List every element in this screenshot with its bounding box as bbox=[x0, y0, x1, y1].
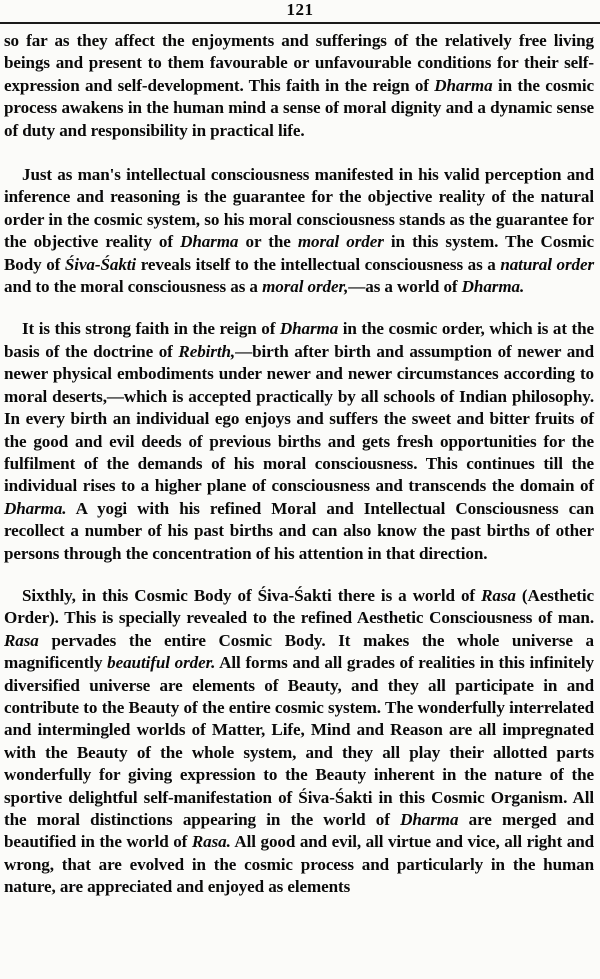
text-run: are merged and beautified in the world of bbox=[4, 810, 594, 852]
text-run: in this system. The Cosmic Body of bbox=[4, 232, 594, 274]
body-text bbox=[4, 30, 594, 899]
text-run: in the cosmic order, which is at the basis of the doctrine of bbox=[4, 319, 594, 361]
italic-term: Rasa bbox=[4, 630, 39, 650]
italic-term: Rasa. bbox=[191, 832, 231, 852]
page-number: 121 bbox=[286, 0, 314, 19]
top-rule bbox=[0, 22, 600, 24]
text-run: in the cosmic process awakens in the human mind a sense of moral dignity and a dynamic sense of duty and responsibility in practical life. bbox=[4, 75, 594, 140]
text-run: Sixthly, in this Cosmic Body of Śiva-Śakti there is a world of bbox=[22, 585, 482, 605]
italic-term: moral order, bbox=[262, 277, 349, 297]
text-run: or the bbox=[238, 232, 298, 252]
italic-term: Śiva-Śakti bbox=[64, 254, 137, 274]
text-run: —as a world of bbox=[348, 277, 462, 297]
text-run: It is this strong faith in the reign of bbox=[22, 319, 280, 339]
paragraph-gap bbox=[4, 298, 594, 318]
italic-term: Dharma bbox=[400, 810, 459, 829]
text-run: reveals itself to the intellectual consciousness as a bbox=[136, 254, 501, 274]
text-run: and to the moral consciousness as a bbox=[4, 277, 263, 297]
italic-term: moral order bbox=[297, 232, 384, 252]
text-run: —birth after birth and assumption of newer and newer physical embodiments under newer and newer circumstances according to moral deserts,—which is accepted practically by all schools of Indian philosophy. In every birth an individual ego enjoys and suffers the sweet and bitter fruits of the good and evil deeds of previous births and gets fresh opportunities for the fulfilment of the demands of his moral consciousness. This continues till the individual rises to a higher plane of consciousness and transcends the domain of bbox=[4, 341, 594, 496]
paragraph bbox=[4, 164, 594, 298]
italic-term: Dharma. bbox=[4, 498, 67, 518]
italic-term: Rasa bbox=[481, 585, 516, 605]
italic-term: Rebirth, bbox=[178, 341, 236, 361]
text-run: All forms and all grades of realities in this infinitely diversified universe are elements of Beauty, and they all participate in and contribute to the Beauty of the entire cosmic system. The wonderfully interrelated and intermingled worlds of Matter, Life, Mind and Reason are all impregnated with the Beauty of the whole system, and they all play their allotted parts wonderfully for giving expression to the Beauty inherent in the nature of the sportive delightful self-manifestation of Śiva-Śakti in this Cosmic Organism. All the moral distinctions appearing in the world of bbox=[4, 653, 595, 829]
paragraph-gap bbox=[4, 142, 594, 164]
text-run: (Aesthetic Order). This is specially revealed to the refined Aesthetic Consciousness of man. bbox=[4, 585, 594, 628]
italic-term: Dharma bbox=[434, 75, 493, 95]
text-run: so far as they affect the enjoyments and sufferings of the relatively free living beings and present to them favourable or unfavourable conditions for their self-expression and self-development. This faith in the reign of bbox=[4, 31, 594, 95]
paragraph bbox=[4, 585, 594, 899]
italic-term: natural order bbox=[500, 254, 594, 274]
italic-term: beautiful order. bbox=[107, 653, 216, 673]
paragraph bbox=[4, 30, 594, 142]
paragraph-gap bbox=[4, 565, 594, 585]
text-run: pervades the entire Cosmic Body. It makes the whole universe a magnificently bbox=[4, 630, 594, 673]
text-run: Just as man's intellectual consciousness manifested in his valid perception and inference and reasoning is the guarantee for the objective reality of the natural order in the cosmic system, so his moral consciousness stands as the guarantee for the objective reality of bbox=[4, 165, 594, 252]
paragraph bbox=[4, 318, 594, 564]
italic-term: Dharma bbox=[180, 232, 239, 252]
text-run: All good and evil, all virtue and vice, all right and wrong, that are evolved in the cosmic process and particularly in the human nature, are appreciated and enjoyed as elements bbox=[4, 832, 595, 897]
text-run: A yogi with his refined Moral and Intellectual Consciousness can recollect a number of his past births and can also know the past births of other persons through the concentration of his attention in that direction. bbox=[4, 498, 594, 563]
italic-term: Dharma bbox=[279, 319, 339, 339]
italic-term: Dharma. bbox=[461, 277, 525, 297]
